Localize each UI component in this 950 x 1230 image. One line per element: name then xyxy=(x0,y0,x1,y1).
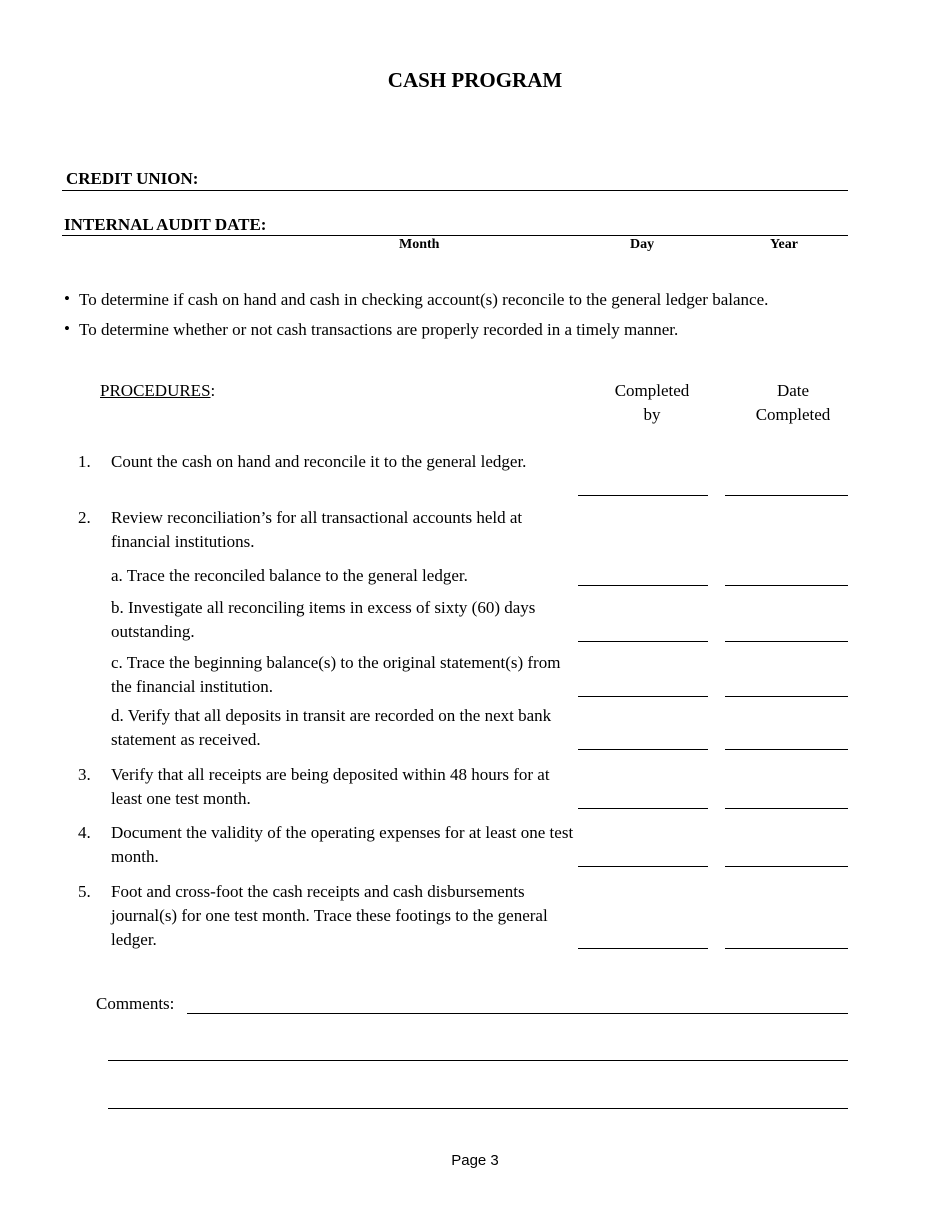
date-completed-header xyxy=(733,379,853,427)
completed-by-field[interactable] xyxy=(578,866,708,867)
completed-by-field[interactable] xyxy=(578,808,708,809)
bullet-icon: • xyxy=(64,319,70,338)
completed-by-field[interactable] xyxy=(578,948,708,949)
procedure-subitem-text: c. Trace the beginning balance(s) to the original statement(s) from the financial institution. xyxy=(111,653,561,696)
procedures-colon: : xyxy=(210,381,216,400)
date-completed-field[interactable] xyxy=(725,585,848,586)
date-completed-field[interactable] xyxy=(725,696,848,697)
completed-by-line-1: Completed xyxy=(614,381,690,400)
comments-label: Comments: xyxy=(96,994,175,1013)
procedure-number: 4. xyxy=(78,823,91,842)
date-completed-field[interactable] xyxy=(725,808,848,809)
procedures-heading xyxy=(100,379,215,403)
credit-union-label: CREDIT UNION: xyxy=(66,169,199,188)
date-completed-line-1: Date xyxy=(776,381,810,400)
procedure-number: 3. xyxy=(78,765,91,784)
procedure-subitem-text: a. Trace the reconciled balance to the general ledger. xyxy=(111,566,468,585)
procedure-text: Review reconciliation’s for all transactional accounts held at financial institutions. xyxy=(111,508,523,551)
date-completed-field[interactable] xyxy=(725,495,848,496)
date-completed-field[interactable] xyxy=(725,749,848,750)
procedure-text: Count the cash on hand and reconcile it to the general ledger. xyxy=(111,452,527,471)
page-number: Page 3 xyxy=(451,1152,499,1169)
procedure-subitem-text: d. Verify that all deposits in transit are recorded on the next bank statement as received. xyxy=(111,706,552,749)
date-completed-line-2: Completed xyxy=(755,405,831,424)
procedure-text: Foot and cross-foot the cash receipts and cash disbursements journal(s) for one test month. Trace these footings to the general ledger. xyxy=(111,882,548,949)
page-title: CASH PROGRAM xyxy=(387,68,563,92)
completed-by-line-2: by xyxy=(643,405,661,424)
completed-by-field[interactable] xyxy=(578,749,708,750)
objective-1: To determine if cash on hand and cash in checking account(s) reconcile to the general ledger balance. xyxy=(79,290,769,309)
completed-by-field[interactable] xyxy=(578,696,708,697)
comments-line-1[interactable] xyxy=(187,1013,848,1014)
procedures-label: PROCEDURES xyxy=(100,381,211,400)
date-completed-field[interactable] xyxy=(725,948,848,949)
completed-by-field[interactable] xyxy=(578,641,708,642)
year-label: Year xyxy=(770,237,798,252)
day-label: Day xyxy=(630,237,655,252)
procedure-number: 5. xyxy=(78,882,91,901)
month-label: Month xyxy=(399,237,440,252)
procedure-number: 2. xyxy=(78,508,91,527)
date-completed-field[interactable] xyxy=(725,866,848,867)
bullet-icon: • xyxy=(64,289,70,308)
completed-by-field[interactable] xyxy=(578,495,708,496)
procedure-text: Document the validity of the operating expenses for at least one test month. xyxy=(111,823,574,866)
completed-by-field[interactable] xyxy=(578,585,708,586)
audit-date-field[interactable] xyxy=(62,235,848,236)
date-completed-field[interactable] xyxy=(725,641,848,642)
credit-union-field[interactable] xyxy=(62,190,848,191)
completed-by-header xyxy=(592,379,712,427)
procedure-subitem-text: b. Investigate all reconciling items in excess of sixty (60) days outstanding. xyxy=(111,598,536,641)
procedure-number: 1. xyxy=(78,452,91,471)
procedure-text: Verify that all receipts are being deposited within 48 hours for at least one test month. xyxy=(111,765,550,808)
audit-date-label: INTERNAL AUDIT DATE: xyxy=(64,215,267,234)
objective-2: To determine whether or not cash transactions are properly recorded in a timely manner. xyxy=(79,320,679,339)
comments-line-2[interactable] xyxy=(108,1060,848,1061)
comments-line-3[interactable] xyxy=(108,1108,848,1109)
